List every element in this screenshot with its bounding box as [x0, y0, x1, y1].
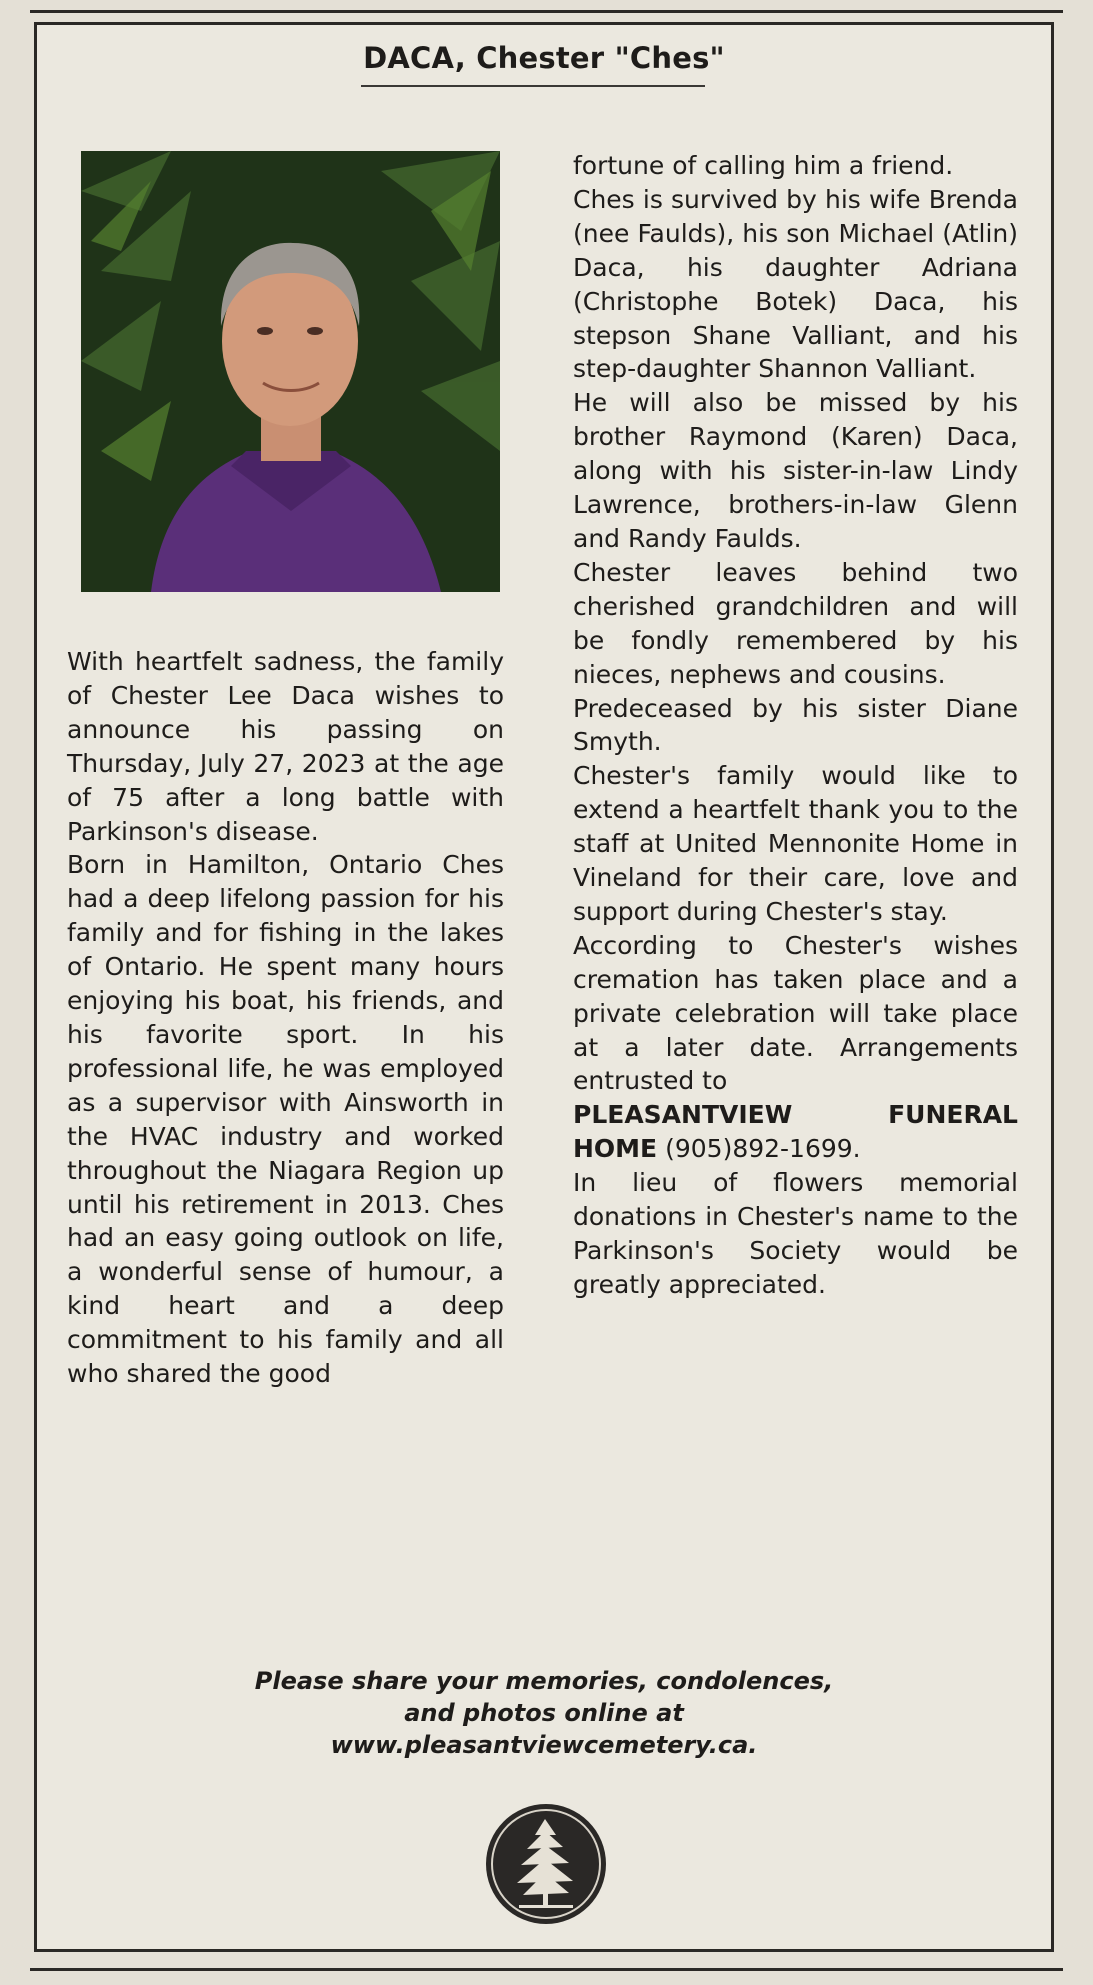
paragraph-missed-by: He will also be missed by his brother Raymond (Karen) Daca, along with his sister-in-law Lindy Lawrence, brothers-in-law Glenn and Randy Faulds. — [573, 388, 1018, 553]
obituary-notice — [34, 22, 1054, 1952]
title-underline — [361, 85, 705, 87]
paragraph-arrangements: According to Chester's wishes cremation has taken place and a private celebration will take place at a later date. Arrangements entrusted to — [573, 930, 1018, 1096]
paragraph-announcement: With heartfelt sadness, the family of Chester Lee Daca wishes to announce his passing on Thursday, July 27, 2023 at the age of 75 after a long battle with Parkinson's disease. — [67, 647, 504, 846]
paragraph-funeral-home — [573, 1098, 1018, 1166]
obituary-title: DACA, Chester "Ches" — [363, 41, 725, 75]
footer-line: and photos online at — [404, 1699, 684, 1727]
paragraph-survivors: Ches is survived by his wife Brenda (nee Faulds), his son Michael (Atlin) Daca, his daughter Adriana (Christophe Botek) Daca, his stepson Shane Valliant, and his step-daughter Shannon Valliant. — [573, 184, 1018, 384]
paragraph-continuation: fortune of calling him a friend. — [573, 151, 954, 180]
paragraph-biography: Born in Hamilton, Ontario Ches had a deep lifelong passion for his family and for fishing in the lakes of Ontario. He spent many hours enjoying his boat, his friends, and his favorite sport. In his professional life, he was employed as a supervisor with Ainsworth in the HVAC industry and worked throughout the Niagara Region up until his retirement in 2013. Ches had an easy going outlook on life, a wonderful sense of humour, a kind heart and a deep commitment to his family and all who shared the good — [67, 850, 504, 1389]
left-column — [67, 645, 504, 1391]
bottom-rule — [30, 1968, 1063, 1985]
right-column — [573, 149, 1018, 1302]
online-condolences-note — [37, 1665, 1051, 1761]
portrait-photo — [81, 151, 500, 592]
paragraph-grandchildren: Chester leaves behind two cherished grandchildren and will be fondly remembered by his nieces, nephews and cousins. — [573, 557, 1018, 689]
funeral-home-name: PLEASANTVIEW FUNERAL HOME — [573, 1100, 1018, 1164]
tree-logo-icon — [483, 1801, 609, 1927]
paragraph-predeceased: Predeceased by his sister Diane Smyth. — [573, 693, 1018, 757]
paragraph-thanks: Chester's family would like to extend a heartfelt thank you to the staff at United Mennonite Home in Vineland for their care, love and support during Chester's stay. — [573, 761, 1018, 926]
footer-line: Please share your memories, condolences, — [254, 1667, 834, 1695]
top-rule — [30, 0, 1063, 13]
footer-website-link[interactable]: www.pleasantviewcemetery.ca. — [330, 1731, 758, 1759]
funeral-home-phone: (905)892-1699. — [665, 1134, 861, 1164]
paragraph-donations: In lieu of flowers memorial donations in Chester's name to the Parkinson's Society would be greatly appreciated. — [573, 1168, 1018, 1299]
